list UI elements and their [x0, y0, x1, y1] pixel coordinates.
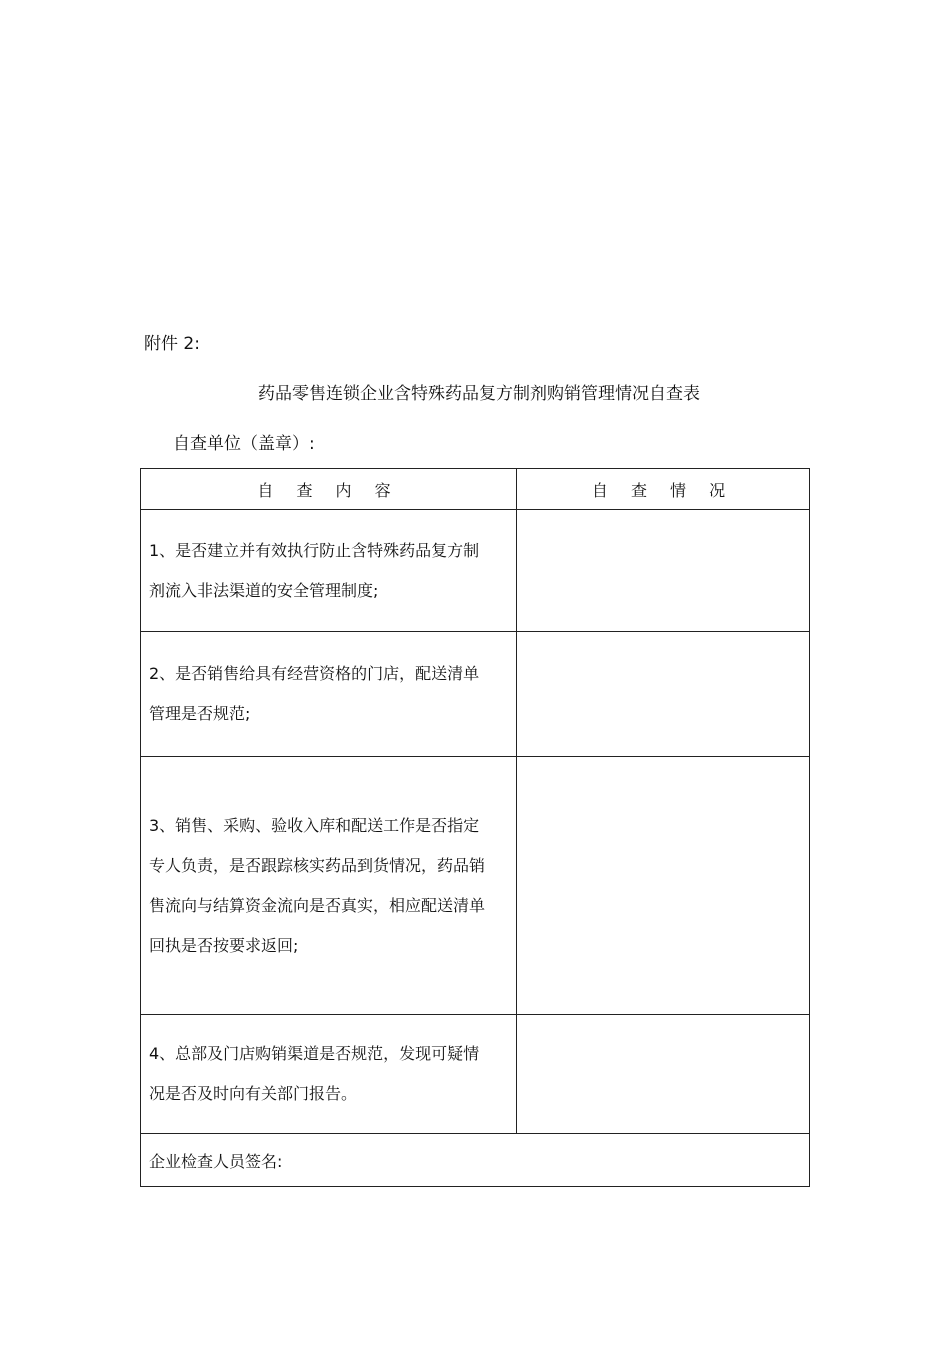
signature-row — [141, 1134, 810, 1187]
row-status-cell[interactable] — [517, 1015, 810, 1134]
header-content: 自 查 内 容 — [141, 469, 517, 510]
attachment-label: 附件 2: — [144, 334, 200, 354]
row-status-cell[interactable] — [517, 510, 810, 632]
table-row — [141, 1015, 810, 1134]
row-content: 4、总部及门店购销渠道是否规范，发现可疑情况是否及时向有关部门报告。 — [141, 1015, 517, 1134]
header-status: 自 查 情 况 — [517, 469, 810, 510]
signature-label[interactable]: 企业检查人员签名: — [141, 1134, 810, 1187]
row-content: 1、是否建立并有效执行防止含特殊药品复方制剂流入非法渠道的安全管理制度; — [141, 510, 517, 632]
table-row — [141, 510, 810, 632]
row-content: 2、是否销售给具有经营资格的门店，配送清单管理是否规范; — [141, 632, 517, 757]
table-row — [141, 632, 810, 757]
self-check-unit-label: 自查单位（盖章）: — [173, 434, 315, 454]
table-row — [141, 757, 810, 1015]
self-check-table — [140, 468, 810, 1187]
row-status-cell[interactable] — [517, 632, 810, 757]
table-header-row — [141, 469, 810, 510]
document-title: 药品零售连锁企业含特殊药品复方制剂购销管理情况自查表 — [258, 384, 700, 404]
row-content: 3、销售、采购、验收入库和配送工作是否指定专人负责，是否跟踪核实药品到货情况，药品销售流向与结算资金流向是否真实，相应配送清单回执是否按要求返回; — [141, 757, 517, 1015]
row-status-cell[interactable] — [517, 757, 810, 1015]
